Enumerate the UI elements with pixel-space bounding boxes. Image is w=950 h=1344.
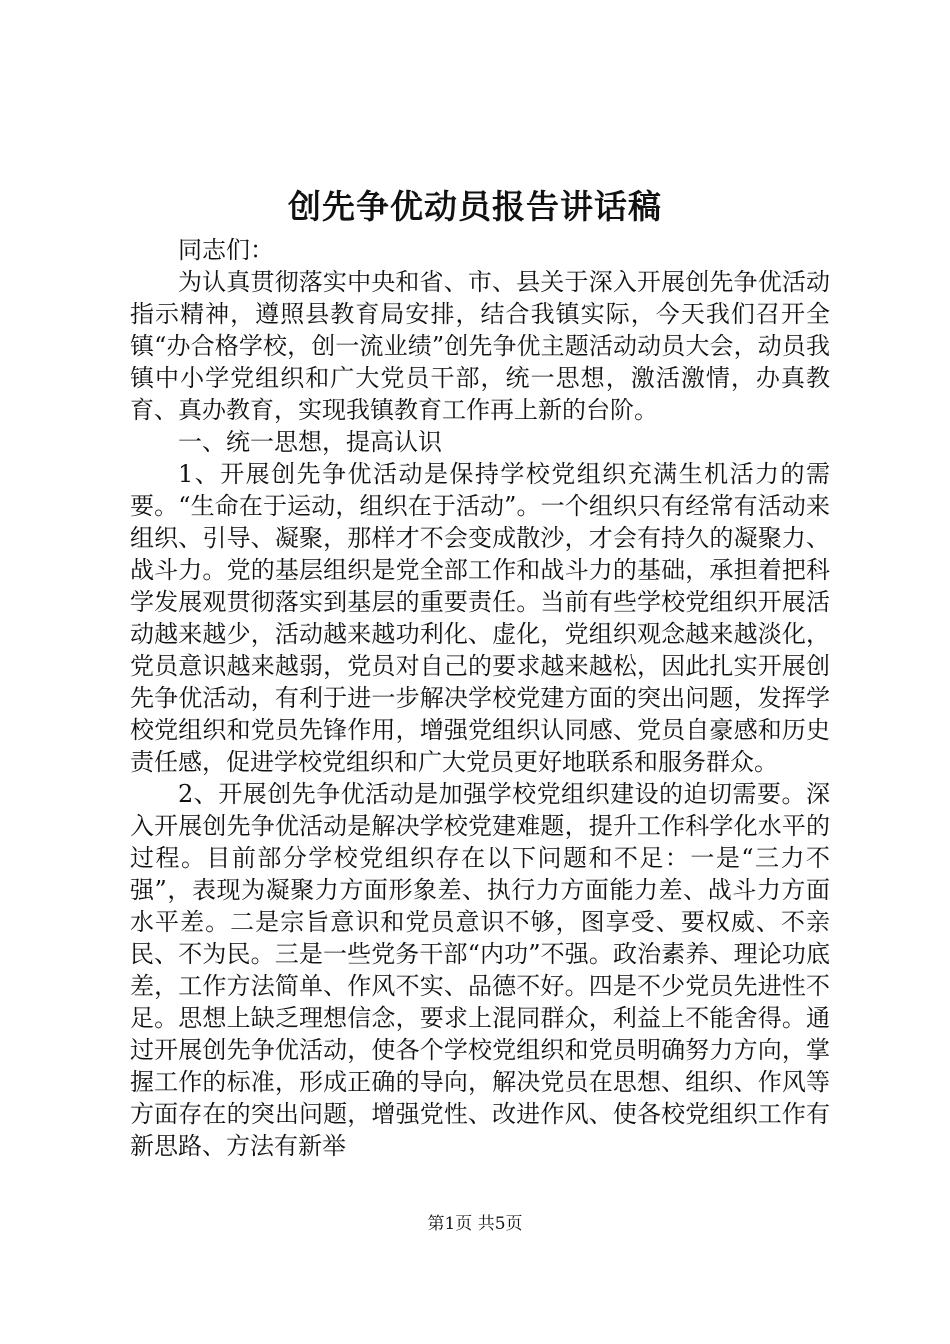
salutation-paragraph: 同志们： — [178, 236, 274, 264]
intro-paragraph: 为认真贯彻落实中央和省、市、县关于深入开展创先争优活动指示精神，遵照县教育局安排，结合我镇实际，今天我们召开全镇“办合格学校，创一流业绩”创先争优主题活动动员大会，动员我镇中小学党组织和广大党员干部，统一思想，激活激情，办真教育、真办教育，实现我镇教育工作再上新的台阶。 — [130, 268, 830, 424]
document-title: 创先争优动员报告讲话稿 — [288, 187, 662, 226]
section-heading: 一、统一思想，提高认识 — [178, 428, 442, 456]
page-footer: 第1页 共5页 — [427, 1214, 523, 1234]
point-1-paragraph: 1、开展创先争优活动是保持学校党组织充满生机活力的需要。“生命在于运动，组织在于活动”。一个组织只有经常有活动来组织、引导、凝聚，那样才不会变成散沙，才会有持久的凝聚力、战斗力。党的基层组织是党全部工作和战斗力的基础，承担着把科学发展观贯彻落实到基层的重要责任。当前有些学校党组织开展活动越来越少，活动越来越功利化、虚化，党组织观念越来越淡化，党员意识越来越弱，党员对自己的要求越来越松，因此扎实开展创先争优活动，有利于进一步解决学校党建方面的突出问题，发挥学校党组织和党员先锋作用，增强党组织认同感、党员自豪感和历史责任感，促进学校党组织和广大党员更好地联系和服务群众。 — [130, 460, 830, 776]
document-body — [130, 234, 830, 1162]
point-2-paragraph: 2、开展创先争优活动是加强学校党组织建设的迫切需要。深入开展创先争优活动是解决学校党建难题，提升工作科学化水平的过程。目前部分学校党组织存在以下问题和不足：一是“三力不强”，表现为凝聚力方面形象差、执行力方面能力差、战斗力方面水平差。二是宗旨意识和党员意识不够，图享受、要权威、不亲民、不为民。三是一些党务干部“内功”不强。政治素养、理论功底差，工作方法简单、作风不实、品德不好。四是不少党员先进性不足。思想上缺乏理想信念，要求上混同群众，利益上不能舍得。通过开展创先争优活动，使各个学校党组织和党员明确努力方向，掌握工作的标准，形成正确的导向，解决党员在思想、组织、作风等方面存在的突出问题，增强党性、改进作风、使各校党组织工作有新思路、方法有新举 — [130, 780, 830, 1160]
